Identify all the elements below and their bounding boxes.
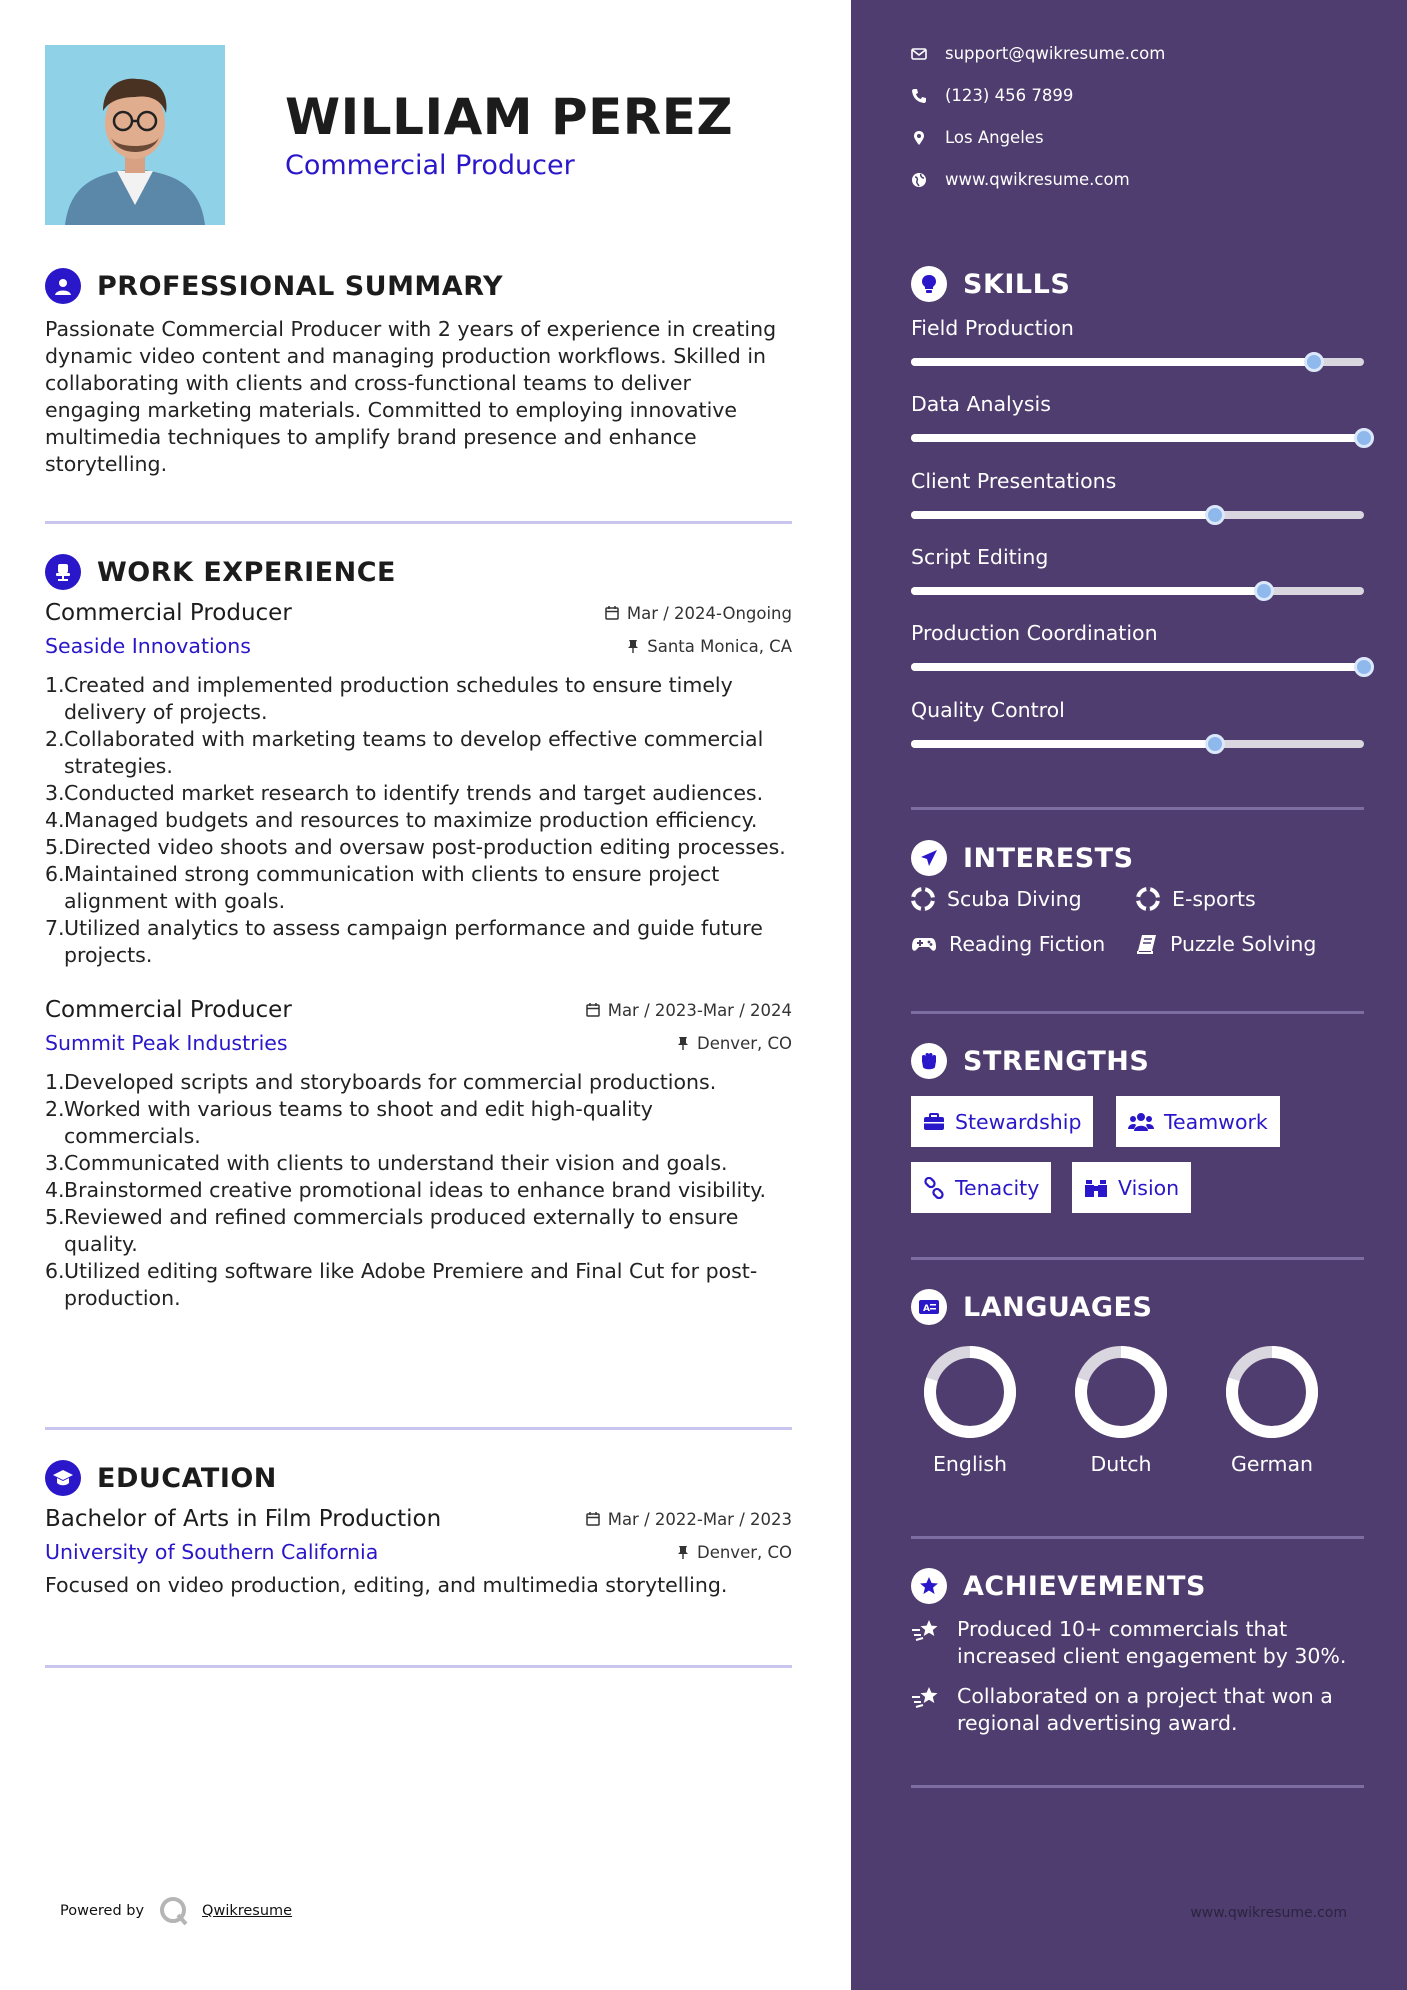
list-item: 3. Communicated with clients to understand their vision and goals. bbox=[45, 1151, 728, 1175]
skill-item bbox=[911, 621, 1364, 671]
location-pin-icon bbox=[911, 130, 927, 146]
experience-heading: WORK EXPERIENCE bbox=[97, 556, 396, 588]
skill-name: Production Coordination bbox=[911, 621, 1158, 645]
strength-chip: Teamwork bbox=[1116, 1096, 1280, 1147]
divider bbox=[911, 807, 1364, 810]
skill-level-knob bbox=[1354, 657, 1374, 677]
list-item: 2. Collaborated with marketing teams to develop effective commercial strategies. bbox=[45, 727, 764, 778]
list-item: 5. Directed video shoots and oversaw post-production editing processes. bbox=[45, 835, 786, 859]
skill-item bbox=[911, 469, 1364, 519]
contact-website[interactable] bbox=[911, 170, 1130, 189]
user-icon bbox=[45, 268, 81, 304]
list-item: 5. Reviewed and refined commercials produced externally to ensure quality. bbox=[45, 1205, 739, 1256]
experience-section bbox=[45, 552, 792, 1312]
education-heading: EDUCATION bbox=[97, 1462, 277, 1494]
achievements-header bbox=[911, 1568, 1206, 1604]
job-duties bbox=[45, 1069, 792, 1312]
education-dates-text: Mar / 2022-Mar / 2023 bbox=[607, 1509, 792, 1529]
calendar-icon bbox=[586, 1003, 600, 1017]
job-entry bbox=[45, 600, 792, 969]
interest-item: Reading Fiction bbox=[911, 932, 1105, 956]
globe-icon bbox=[911, 172, 927, 188]
language-name: Dutch bbox=[1090, 1452, 1152, 1476]
shooting-star-icon bbox=[911, 1685, 941, 1709]
education-description: Focused on video production, editing, and multimedia storytelling. bbox=[45, 1573, 728, 1597]
divider bbox=[911, 1257, 1364, 1260]
star-badge-icon bbox=[911, 1568, 947, 1604]
pin-icon bbox=[627, 639, 639, 653]
skill-item bbox=[911, 698, 1364, 748]
contact-location bbox=[911, 128, 1044, 147]
list-item: 4. Managed budgets and resources to maximize production efficiency. bbox=[45, 808, 758, 832]
job-location-text: Santa Monica, CA bbox=[647, 636, 792, 656]
paper-plane-icon bbox=[911, 840, 947, 876]
languages-heading: LANGUAGES bbox=[963, 1291, 1153, 1323]
language-level-ring bbox=[1071, 1342, 1171, 1442]
skill-name: Data Analysis bbox=[911, 392, 1051, 416]
envelope-icon bbox=[911, 47, 927, 61]
divider bbox=[45, 1427, 792, 1430]
list-item: 6. Utilized editing software like Adobe Premiere and Final Cut for post-production. bbox=[45, 1259, 758, 1310]
interest-item: Scuba Diving bbox=[911, 887, 1082, 911]
lifebuoy-icon bbox=[1136, 887, 1160, 911]
job-location-text: Denver, CO bbox=[696, 1033, 792, 1053]
language-level-ring bbox=[1222, 1342, 1322, 1442]
chair-icon bbox=[45, 554, 81, 590]
skill-level-knob bbox=[1254, 581, 1274, 601]
job-dates bbox=[586, 1001, 792, 1020]
skill-bar bbox=[911, 740, 1364, 748]
job-title: Commercial Producer bbox=[45, 997, 292, 1023]
degree: Bachelor of Arts in Film Production bbox=[45, 1506, 442, 1532]
summary-section bbox=[45, 266, 792, 478]
education-dates bbox=[586, 1510, 792, 1529]
skill-bar-fill bbox=[911, 358, 1314, 366]
interest-item: Puzzle Solving bbox=[1136, 932, 1316, 956]
qwikresume-link[interactable]: Qwikresume bbox=[202, 1903, 293, 1919]
skill-bar-fill bbox=[911, 434, 1364, 442]
language-level-ring bbox=[920, 1342, 1020, 1442]
languages-header bbox=[911, 1289, 1152, 1325]
strengths-heading: STRENGTHS bbox=[963, 1045, 1150, 1077]
language-icon bbox=[911, 1289, 947, 1325]
website-text: www.qwikresume.com bbox=[945, 170, 1130, 189]
pin-icon bbox=[677, 1036, 689, 1050]
candidate-title: Commercial Producer bbox=[285, 150, 575, 181]
divider bbox=[45, 521, 792, 524]
skill-bar bbox=[911, 358, 1364, 366]
strength-chip: Vision bbox=[1072, 1162, 1191, 1213]
qwikresume-logo-icon bbox=[158, 1895, 190, 1927]
job-company: Seaside Innovations bbox=[45, 634, 251, 658]
language-item bbox=[1061, 1342, 1181, 1476]
job-entry bbox=[45, 997, 792, 1312]
language-item bbox=[910, 1342, 1030, 1476]
skill-item bbox=[911, 392, 1364, 442]
candidate-name: WILLIAM PEREZ bbox=[285, 88, 734, 146]
email-text: support@qwikresume.com bbox=[945, 44, 1166, 63]
strengths-header bbox=[911, 1043, 1149, 1079]
phone-icon bbox=[911, 88, 927, 104]
education-entry bbox=[45, 1506, 792, 1599]
job-dates-text: Mar / 2024-Ongoing bbox=[626, 603, 792, 623]
language-name: English bbox=[932, 1452, 1008, 1476]
education-location-text: Denver, CO bbox=[696, 1542, 792, 1562]
list-item: 3. Conducted market research to identify trends and target audiences. bbox=[45, 781, 764, 805]
language-name: German bbox=[1230, 1452, 1314, 1476]
skill-bar-fill bbox=[911, 740, 1215, 748]
list-item: 7. Utilized analytics to assess campaign performance and guide future projects. bbox=[45, 916, 763, 967]
achievement-item: Collaborated on a project that won a regional advertising award. bbox=[911, 1683, 1371, 1737]
divider bbox=[911, 1785, 1364, 1788]
school: University of Southern California bbox=[45, 1540, 379, 1564]
list-item: 2. Worked with various teams to shoot and edit high-quality commercials. bbox=[45, 1097, 653, 1148]
list-item: 1. Developed scripts and storyboards for commercial productions. bbox=[45, 1070, 717, 1094]
phone-text: (123) 456 7899 bbox=[945, 86, 1074, 105]
calendar-icon bbox=[586, 1512, 600, 1526]
powered-by-label: Powered by bbox=[60, 1903, 145, 1919]
summary-text: Passionate Commercial Producer with 2 years of experience in creating dynamic video content and managing production workflows. Skilled in collaborating with clients and cross-functional teams to deliver engaging marketing materials. Committed to employing innovative multimedia techniques to amplify brand presence and enhance storytelling. bbox=[45, 317, 777, 476]
summary-heading: PROFESSIONAL SUMMARY bbox=[97, 270, 504, 302]
book-icon bbox=[1136, 933, 1158, 955]
skill-item bbox=[911, 545, 1364, 595]
powered-by bbox=[60, 1895, 292, 1927]
interests-header bbox=[911, 840, 1134, 876]
lifebuoy-icon bbox=[911, 887, 935, 911]
strength-chip: Stewardship bbox=[911, 1096, 1093, 1147]
calendar-icon bbox=[605, 606, 619, 620]
job-location bbox=[627, 637, 792, 656]
graduation-cap-icon bbox=[45, 1460, 81, 1496]
contact-email[interactable] bbox=[911, 44, 1165, 63]
skill-bar bbox=[911, 587, 1364, 595]
skill-bar bbox=[911, 511, 1364, 519]
interests-heading: INTERESTS bbox=[963, 842, 1134, 874]
skill-level-knob bbox=[1205, 734, 1225, 754]
list-item: 6. Maintained strong communication with clients to ensure project alignment with goals. bbox=[45, 862, 720, 913]
skill-name: Client Presentations bbox=[911, 469, 1117, 493]
skill-bar-fill bbox=[911, 511, 1215, 519]
skill-bar-fill bbox=[911, 663, 1364, 671]
divider bbox=[911, 1536, 1364, 1539]
job-dates bbox=[605, 604, 792, 623]
briefcase-icon bbox=[923, 1113, 945, 1131]
skill-level-knob bbox=[1304, 352, 1324, 372]
pin-icon bbox=[677, 1545, 689, 1559]
footer-site[interactable]: www.qwikresume.com bbox=[1190, 1905, 1347, 1921]
list-item: 1. Created and implemented production schedules to ensure timely delivery of projects. bbox=[45, 673, 733, 724]
job-dates-text: Mar / 2023-Mar / 2024 bbox=[607, 1000, 792, 1020]
location-text: Los Angeles bbox=[945, 128, 1044, 147]
skill-name: Script Editing bbox=[911, 545, 1049, 569]
interest-item: E-sports bbox=[1136, 887, 1256, 911]
achievement-item: Produced 10+ commercials that increased client engagement by 30%. bbox=[911, 1616, 1371, 1670]
skill-name: Field Production bbox=[911, 316, 1074, 340]
skill-bar bbox=[911, 434, 1364, 442]
skills-heading: SKILLS bbox=[963, 268, 1071, 300]
skill-level-knob bbox=[1205, 505, 1225, 525]
binoculars-icon bbox=[1084, 1178, 1108, 1198]
job-duties bbox=[45, 672, 792, 969]
education-section bbox=[45, 1458, 792, 1599]
job-company: Summit Peak Industries bbox=[45, 1031, 288, 1055]
job-title: Commercial Producer bbox=[45, 600, 292, 626]
skill-bar bbox=[911, 663, 1364, 671]
divider bbox=[911, 1011, 1364, 1014]
fist-icon bbox=[911, 1043, 947, 1079]
strength-chip: Tenacity bbox=[911, 1162, 1051, 1213]
list-item: 4. Brainstormed creative promotional ideas to enhance brand visibility. bbox=[45, 1178, 767, 1202]
divider bbox=[45, 1665, 792, 1668]
link-icon bbox=[923, 1177, 945, 1199]
job-location bbox=[677, 1034, 792, 1053]
achievements-heading: ACHIEVEMENTS bbox=[963, 1570, 1206, 1602]
education-location bbox=[677, 1543, 792, 1562]
skill-bar-fill bbox=[911, 587, 1264, 595]
svg-text:A: A bbox=[923, 1304, 930, 1314]
skill-item bbox=[911, 316, 1364, 366]
skill-level-knob bbox=[1354, 428, 1374, 448]
language-item bbox=[1212, 1342, 1332, 1476]
skills-header bbox=[911, 266, 1070, 302]
shooting-star-icon bbox=[911, 1618, 941, 1642]
sidebar bbox=[851, 0, 1407, 1990]
users-icon bbox=[1128, 1112, 1154, 1132]
skill-name: Quality Control bbox=[911, 698, 1065, 722]
profile-photo bbox=[45, 45, 225, 225]
contact-phone[interactable] bbox=[911, 86, 1073, 105]
gamepad-icon bbox=[911, 935, 937, 953]
lightbulb-icon bbox=[911, 266, 947, 302]
